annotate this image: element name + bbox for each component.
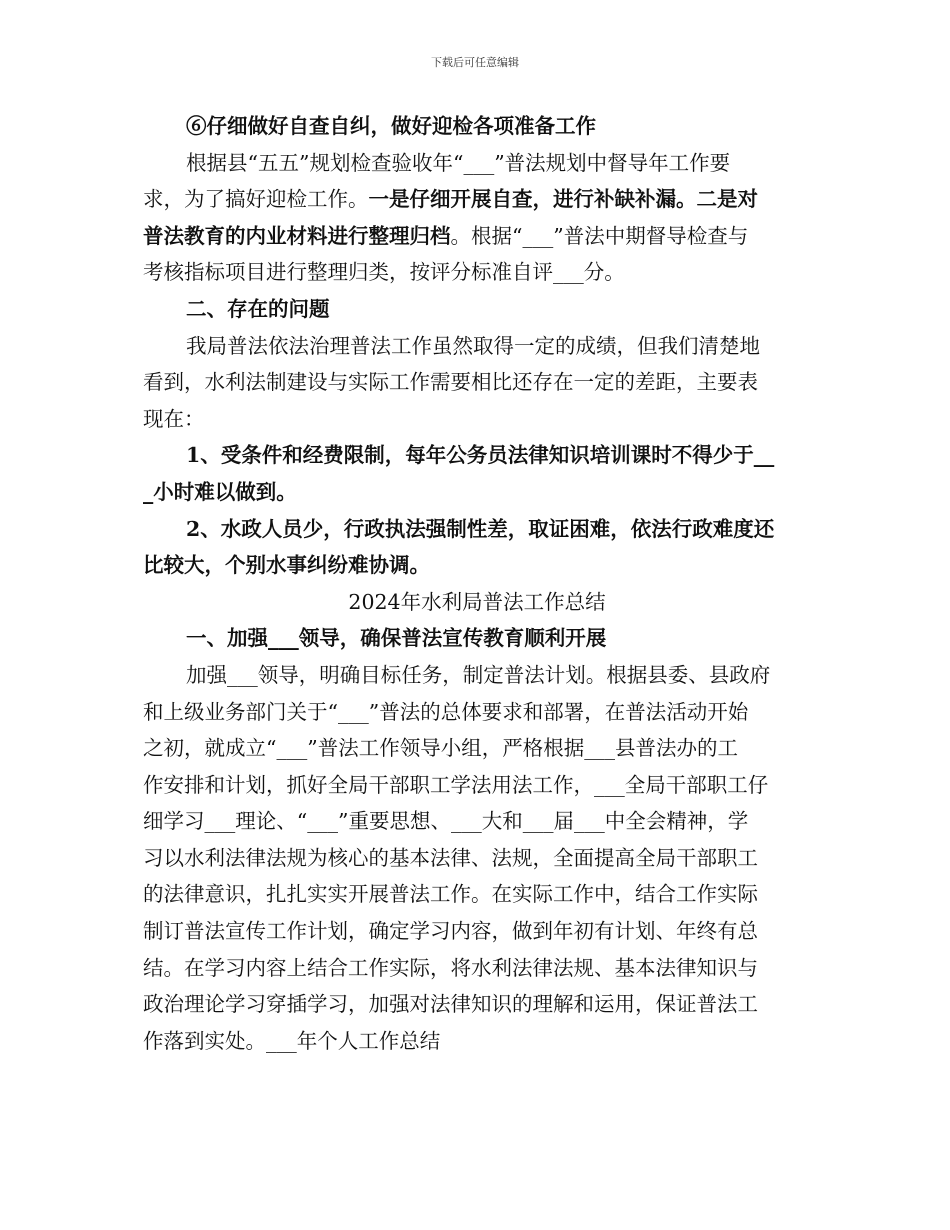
- text-line: [143, 181, 811, 218]
- text-line: [143, 657, 811, 694]
- bold-text-segment: 一是仔细开展自查，进行补缺补漏。二是对: [368, 187, 758, 212]
- bold-text-segment: 普法教育的内业材料进行整理归档: [143, 223, 451, 248]
- text-line: [143, 767, 811, 804]
- text-segment: 。根据“___”普法中期督导检查与: [450, 223, 749, 248]
- text-line: [143, 876, 811, 913]
- text-line: [143, 511, 811, 548]
- bold-text-segment: 1、受条件和经费限制，每年公务员法律知识培训课时不得少于__: [186, 443, 775, 468]
- text-line: [143, 986, 811, 1023]
- text-segment: 之初，就成立“___”普法工作领导小组，严格根据___县普法办的工: [143, 736, 738, 761]
- text-line: [143, 1023, 811, 1060]
- text-line: [143, 950, 811, 987]
- text-line: [143, 694, 811, 731]
- text-line: [143, 620, 811, 657]
- page-header: 下载后可任意编辑: [431, 56, 519, 69]
- text-line: [143, 730, 811, 767]
- document-title: [143, 584, 811, 621]
- bold-text-segment: 比较大，个别水事纠纷难协调。: [143, 553, 430, 578]
- text-segment: 看到，水利法制建设与实际工作需要相比还存在一定的差距，主要表: [143, 370, 758, 395]
- text-line: [143, 218, 811, 255]
- text-segment: 我局普法依法治理普法工作虽然取得一定的成绩，但我们清楚地: [186, 333, 760, 358]
- text-line: [143, 913, 811, 950]
- text-line: [143, 474, 811, 511]
- text-line: [143, 108, 811, 145]
- bold-text-segment: 二、存在的问题: [186, 296, 330, 321]
- text-line: [143, 437, 811, 474]
- text-line: [143, 291, 811, 328]
- document-body: [143, 108, 811, 1059]
- text-line: [143, 547, 811, 584]
- text-segment: 政治理论学习穿插学习，加强对法律知识的理解和运用，保证普法工: [143, 992, 758, 1017]
- text-segment: 和上级业务部门关于“___”普法的总体要求和部署，在普法活动开始: [143, 699, 749, 724]
- text-line: [143, 328, 811, 365]
- text-segment: 考核指标项目进行整理归类，按评分标准自评___分。: [143, 260, 625, 285]
- text-segment: 求，为了搞好迎检工作。: [143, 187, 369, 212]
- text-line: [143, 145, 811, 182]
- text-line: [143, 254, 811, 291]
- text-segment: 加强___领导，明确目标任务，制定普法计划。根据县委、县政府: [186, 662, 771, 687]
- text-line: [143, 401, 811, 438]
- text-line: [143, 803, 811, 840]
- text-segment: 现在：: [143, 406, 205, 431]
- text-segment: 习以水利法律法规为核心的基本法律、法规，全面提高全局干部职工: [143, 845, 758, 870]
- bold-text-segment: 一、加强___领导，确保普法宣传教育顺利开展: [186, 626, 607, 651]
- text-segment: 根据县“五五”规划检查验收年“___”普法规划中督导年工作要: [186, 150, 731, 175]
- text-line: [143, 840, 811, 877]
- text-segment: 作落到实处。___年个人工作总结: [143, 1028, 441, 1053]
- text-segment: 作安排和计划，抓好全局干部职工学法用法工作，___全局干部职工仔: [143, 772, 769, 797]
- text-segment: 的法律意识，扎扎实实开展普法工作。在实际工作中，结合工作实际: [143, 882, 758, 907]
- text-segment: 制订普法宣传工作计划，确定学习内容，做到年初有计划、年终有总: [143, 919, 758, 944]
- bold-text-segment: _小时难以做到。: [143, 479, 297, 504]
- text-segment: 结。在学习内容上结合工作实际，将水利法律法规、基本法律知识与: [143, 955, 758, 980]
- bold-text-segment: 2、水政人员少，行政执法强制性差，取证困难，依法行政难度还: [186, 516, 775, 541]
- text-line: [143, 364, 811, 401]
- text-segment: 2024年水利局普法工作总结: [348, 589, 606, 614]
- bold-text-segment: ⑥仔细做好自查自纠，做好迎检各项准备工作: [186, 114, 596, 138]
- text-segment: 细学习___理论、“___”重要思想、___大和___届___中全会精神，学: [143, 809, 749, 834]
